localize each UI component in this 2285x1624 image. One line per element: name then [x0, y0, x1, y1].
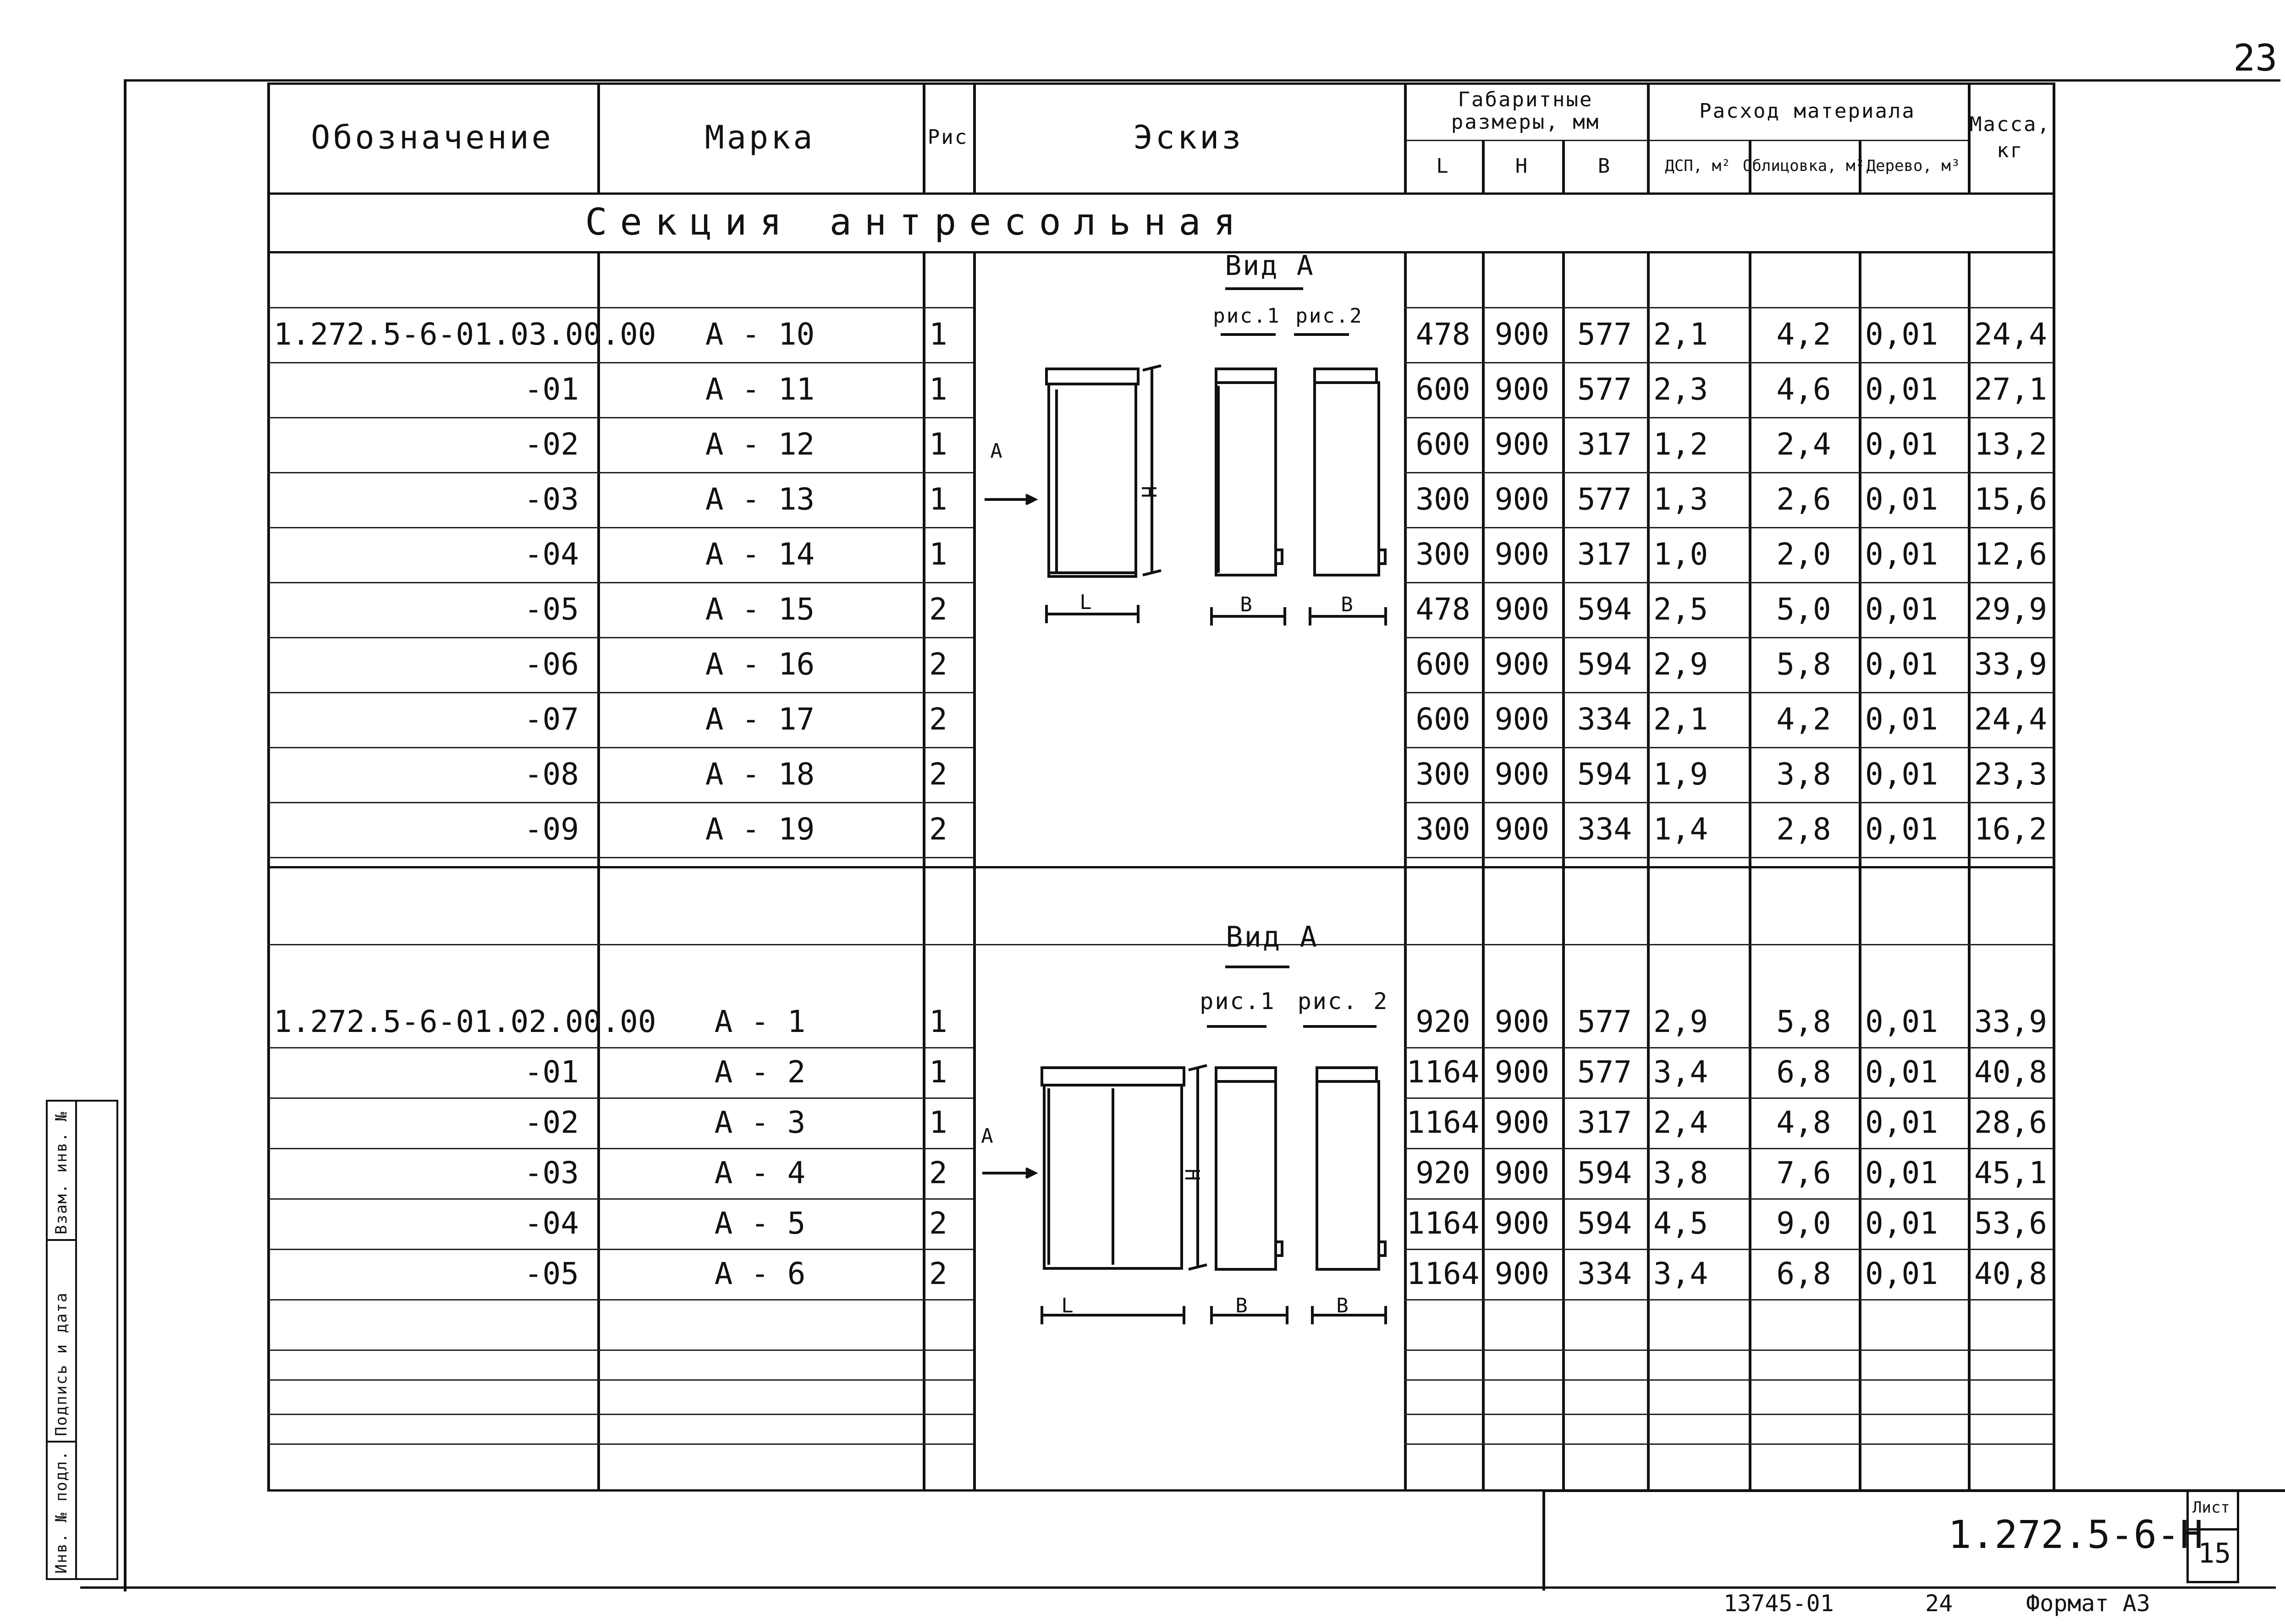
cell-facing: 5,8: [1776, 1004, 1831, 1039]
cell-fig: 1: [929, 482, 947, 517]
cell-dsp: 1,9: [1653, 757, 1708, 792]
sketch1-b1-label: B: [1240, 593, 1254, 616]
cell-B: 334: [1577, 702, 1632, 737]
cell-dsp: 2,5: [1653, 592, 1708, 627]
cell-dsp: 3,4: [1653, 1054, 1708, 1090]
sketch2-fig1-label: рис.1: [1200, 988, 1276, 1015]
cell-facing: 5,8: [1776, 647, 1831, 682]
sketch-drawing-2: [973, 894, 1404, 1352]
cell-mark: А - 15: [705, 592, 815, 627]
cell-B: 317: [1577, 537, 1632, 572]
header-dim-b: B: [1597, 154, 1612, 178]
cell-facing: 2,6: [1776, 482, 1831, 517]
stamp-replace-inv: Взам. инв. №: [52, 1111, 71, 1234]
header-facing: Облицовка, м²: [1742, 156, 1865, 175]
cell-B: 317: [1577, 1105, 1632, 1140]
cell-mass: 33,9: [1974, 647, 2047, 682]
cell-L: 600: [1415, 647, 1470, 682]
cell-facing: 2,8: [1776, 812, 1831, 847]
grid-hline-empty: [267, 1443, 973, 1445]
cell-H: 900: [1494, 812, 1550, 847]
cell-fig: 1: [929, 1004, 947, 1039]
sketch2-l-label: L: [1061, 1294, 1075, 1317]
cell-wood: 0,01: [1865, 1105, 1938, 1140]
cell-wood: 0,01: [1865, 1155, 1938, 1191]
cell-mass: 24,4: [1974, 702, 2047, 737]
cell-mass: 13,2: [1974, 427, 2047, 462]
cell-mark: А - 5: [714, 1206, 806, 1241]
cell-B: 594: [1577, 1206, 1632, 1241]
cell-wood: 0,01: [1865, 482, 1938, 517]
cell-fig: 1: [929, 317, 947, 352]
cell-wood: 0,01: [1865, 317, 1938, 352]
header-overall-dims: [1404, 82, 1647, 140]
cell-mass: 23,3: [1974, 757, 2047, 792]
cell-mark: А - 3: [714, 1105, 806, 1140]
cell-mass: 28,6: [1974, 1105, 2047, 1140]
sheet-number: 15: [2198, 1537, 2231, 1569]
cell-mass: 12,6: [1974, 537, 2047, 572]
cell-mass: 29,9: [1974, 592, 2047, 627]
cell-designation: -05: [524, 592, 579, 627]
cell-fig: 2: [929, 757, 947, 792]
cell-L: 920: [1415, 1004, 1470, 1039]
cell-mass: 40,8: [1974, 1054, 2047, 1090]
grid-hline-gap: [267, 866, 2053, 868]
header-dim-l: L: [1436, 154, 1450, 178]
cell-fig: 2: [929, 702, 947, 737]
cell-designation: 1.272.5-6-01.02.00.00: [274, 1004, 656, 1039]
cell-wood: 0,01: [1865, 1054, 1938, 1090]
grid-hline-row: [1404, 857, 2053, 858]
cell-mass: 53,6: [1974, 1206, 2047, 1241]
cell-mark: А - 6: [714, 1256, 806, 1291]
cell-dsp: 2,9: [1653, 647, 1708, 682]
cell-dsp: 2,9: [1653, 1004, 1708, 1039]
grid-vline: [2053, 82, 2055, 1489]
cell-wood: 0,01: [1865, 592, 1938, 627]
cell-H: 900: [1494, 537, 1550, 572]
cell-dsp: 3,4: [1653, 1256, 1708, 1291]
cell-wood: 0,01: [1865, 537, 1938, 572]
cell-dsp: 4,5: [1653, 1206, 1708, 1241]
cell-mark: А - 18: [705, 757, 815, 792]
cell-B: 594: [1577, 592, 1632, 627]
grid-hline-empty: [1404, 1443, 2053, 1445]
cell-L: 600: [1415, 702, 1470, 737]
cell-designation: -03: [524, 482, 579, 517]
cell-dsp: 1,3: [1653, 482, 1708, 517]
sketch2-b1-label: B: [1235, 1294, 1249, 1317]
sketch1-l-label: L: [1079, 591, 1093, 614]
grid-hline-empty: [267, 1350, 973, 1351]
cell-B: 577: [1577, 482, 1632, 517]
cell-dsp: 1,0: [1653, 537, 1708, 572]
cell-H: 900: [1494, 1206, 1550, 1241]
cell-designation: -08: [524, 757, 579, 792]
cell-mark: А - 11: [705, 372, 815, 407]
cell-mark: А - 16: [705, 647, 815, 682]
cell-designation: -01: [524, 1054, 579, 1090]
cell-fig: 2: [929, 592, 947, 627]
cell-L: 1164: [1406, 1256, 1480, 1291]
cell-fig: 2: [929, 1256, 947, 1291]
cell-wood: 0,01: [1865, 372, 1938, 407]
sketch1-arrow-label: А: [990, 439, 1004, 463]
side-stamp: [46, 1100, 118, 1580]
cell-H: 900: [1494, 482, 1550, 517]
cell-L: 1164: [1406, 1054, 1480, 1090]
cell-designation: -04: [524, 537, 579, 572]
cell-H: 900: [1494, 1155, 1550, 1191]
header-fig: Рис: [927, 126, 969, 149]
cell-fig: 2: [929, 647, 947, 682]
sketch1-h-label: H: [1137, 486, 1160, 499]
cell-facing: 6,8: [1776, 1256, 1831, 1291]
cell-L: 478: [1415, 317, 1470, 352]
cell-designation: 1.272.5-6-01.03.00.00: [274, 317, 656, 352]
cell-wood: 0,01: [1865, 647, 1938, 682]
cell-mark: А - 19: [705, 812, 815, 847]
grid-hline-empty: [267, 1379, 973, 1381]
cell-mark: А - 13: [705, 482, 815, 517]
cell-L: 1164: [1406, 1206, 1480, 1241]
cell-designation: -02: [524, 427, 579, 462]
cell-wood: 0,01: [1865, 1206, 1938, 1241]
cell-H: 900: [1494, 317, 1550, 352]
cell-wood: 0,01: [1865, 757, 1938, 792]
grid-hline-row: [267, 1299, 973, 1300]
cell-designation: -09: [524, 812, 579, 847]
cell-mass: 24,4: [1974, 317, 2047, 352]
grid-hline-empty: [1404, 1350, 2053, 1351]
cell-fig: 1: [929, 427, 947, 462]
cell-H: 900: [1494, 1054, 1550, 1090]
cell-facing: 4,2: [1776, 702, 1831, 737]
cell-dsp: 2,3: [1653, 372, 1708, 407]
cell-mark: А - 2: [714, 1054, 806, 1090]
header-material: Расход материала: [1699, 99, 1916, 123]
stamp-inv-no: Инв. № подл.: [52, 1450, 71, 1574]
cell-mark: А - 17: [705, 702, 815, 737]
header-mark: Марка: [705, 119, 815, 156]
cell-dsp: 1,2: [1653, 427, 1708, 462]
cell-designation: -01: [524, 372, 579, 407]
cell-facing: 6,8: [1776, 1054, 1831, 1090]
cell-mass: 15,6: [1974, 482, 2047, 517]
cell-mark: А - 4: [714, 1155, 806, 1191]
cell-fig: 2: [929, 1206, 947, 1241]
cell-B: 334: [1577, 812, 1632, 847]
sketch2-b2-label: B: [1336, 1294, 1350, 1317]
cell-H: 900: [1494, 1004, 1550, 1039]
cell-L: 600: [1415, 427, 1470, 462]
cell-mark: А - 1: [714, 1004, 806, 1039]
cell-wood: 0,01: [1865, 427, 1938, 462]
cell-L: 300: [1415, 812, 1470, 847]
cell-mark: А - 10: [705, 317, 815, 352]
header-designation: Обозначение: [311, 119, 554, 156]
cell-facing: 5,0: [1776, 592, 1831, 627]
cell-B: 577: [1577, 1004, 1632, 1039]
cell-fig: 1: [929, 1105, 947, 1140]
header-dsp: ДСП, м²: [1665, 156, 1731, 175]
cell-B: 317: [1577, 427, 1632, 462]
cell-dsp: 2,1: [1653, 702, 1708, 737]
cell-designation: -07: [524, 702, 579, 737]
cell-facing: 7,6: [1776, 1155, 1831, 1191]
cell-designation: -03: [524, 1155, 579, 1191]
cell-facing: 2,0: [1776, 537, 1831, 572]
header-wood: Дерево, м³: [1866, 156, 1960, 175]
cell-mass: 33,9: [1974, 1004, 2047, 1039]
cell-facing: 4,2: [1776, 317, 1831, 352]
cell-L: 920: [1415, 1155, 1470, 1191]
grid-hline-empty: [267, 1414, 973, 1415]
sketch1-view-label: Вид А: [1225, 250, 1315, 282]
sketch2-view-label: Вид А: [1226, 920, 1318, 954]
cell-wood: 0,01: [1865, 812, 1938, 847]
cell-wood: 0,01: [1865, 1004, 1938, 1039]
cell-B: 594: [1577, 647, 1632, 682]
cell-B: 334: [1577, 1256, 1632, 1291]
cell-mass: 45,1: [1974, 1155, 2047, 1191]
sketch1-b2-label: B: [1341, 593, 1354, 616]
footer-format: Формат А3: [2026, 1590, 2150, 1617]
grid-hline-row: [267, 857, 973, 858]
cell-H: 900: [1494, 1105, 1550, 1140]
cell-designation: -04: [524, 1206, 579, 1241]
sketch1-fig2-label: рис.2: [1295, 304, 1363, 328]
section-title: Секция антресольная: [585, 201, 1249, 243]
cell-H: 900: [1494, 1256, 1550, 1291]
cell-dsp: 2,1: [1653, 317, 1708, 352]
cell-dsp: 1,4: [1653, 812, 1708, 847]
cell-designation: -06: [524, 647, 579, 682]
cell-dsp: 2,4: [1653, 1105, 1708, 1140]
header-sketch: Эскиз: [1133, 119, 1244, 156]
frame-top: [126, 79, 2280, 82]
cell-B: 594: [1577, 1155, 1632, 1191]
sheet-label: Лист: [2192, 1498, 2230, 1517]
cell-dsp: 3,8: [1653, 1155, 1708, 1191]
cell-designation: -02: [524, 1105, 579, 1140]
cell-H: 900: [1494, 757, 1550, 792]
cell-B: 577: [1577, 372, 1632, 407]
grid-hline-row: [1404, 1299, 2053, 1300]
cell-H: 900: [1494, 427, 1550, 462]
sketch2-h-label: H: [1180, 1169, 1204, 1182]
header-mass: [1968, 82, 2053, 192]
cell-designation: -05: [524, 1256, 579, 1291]
stamp-signature-date: Подпись и дата: [52, 1292, 71, 1436]
sketch2-fig2-label: рис. 2: [1297, 988, 1389, 1015]
cell-B: 594: [1577, 757, 1632, 792]
cell-H: 900: [1494, 702, 1550, 737]
cell-facing: 3,8: [1776, 757, 1831, 792]
cell-L: 600: [1415, 372, 1470, 407]
frame-left: [124, 79, 127, 1591]
grid-hline-empty: [1404, 1379, 2053, 1381]
cell-mark: А - 14: [705, 537, 815, 572]
cell-fig: 1: [929, 537, 947, 572]
cell-fig: 2: [929, 1155, 947, 1191]
cell-facing: 4,6: [1776, 372, 1831, 407]
cell-facing: 4,8: [1776, 1105, 1831, 1140]
cell-fig: 2: [929, 812, 947, 847]
cell-L: 478: [1415, 592, 1470, 627]
cell-facing: 9,0: [1776, 1206, 1831, 1241]
cell-B: 577: [1577, 317, 1632, 352]
cell-H: 900: [1494, 647, 1550, 682]
header-dim-h: H: [1515, 154, 1529, 178]
cell-L: 300: [1415, 757, 1470, 792]
title-code: 1.272.5-6-Н: [1948, 1512, 2203, 1557]
header-overall-dims-text: Габаритные размеры, мм: [1451, 88, 1600, 134]
cell-fig: 1: [929, 1054, 947, 1090]
cell-wood: 0,01: [1865, 1256, 1938, 1291]
cell-facing: 2,4: [1776, 427, 1831, 462]
sketch2-arrow-label: А: [981, 1125, 995, 1148]
cell-H: 900: [1494, 592, 1550, 627]
cell-wood: 0,01: [1865, 702, 1938, 737]
cell-fig: 1: [929, 372, 947, 407]
cell-H: 900: [1494, 372, 1550, 407]
cell-mark: А - 12: [705, 427, 815, 462]
sketch1-fig1-label: рис.1: [1213, 304, 1281, 328]
footer-number: 24: [1925, 1590, 1953, 1617]
cell-mass: 16,2: [1974, 812, 2047, 847]
cell-L: 1164: [1406, 1105, 1480, 1140]
header-mass-text: Масса, кг: [1970, 112, 2051, 162]
cell-mass: 27,1: [1974, 372, 2047, 407]
sheet-box: [2186, 1489, 2239, 1583]
cell-B: 577: [1577, 1054, 1632, 1090]
cell-mass: 40,8: [1974, 1256, 2047, 1291]
grid-hline-empty: [1404, 1414, 2053, 1415]
cell-L: 300: [1415, 537, 1470, 572]
page-number: 23: [2233, 37, 2278, 79]
footer-archive: 13745-01: [1723, 1590, 1834, 1617]
cell-L: 300: [1415, 482, 1470, 517]
